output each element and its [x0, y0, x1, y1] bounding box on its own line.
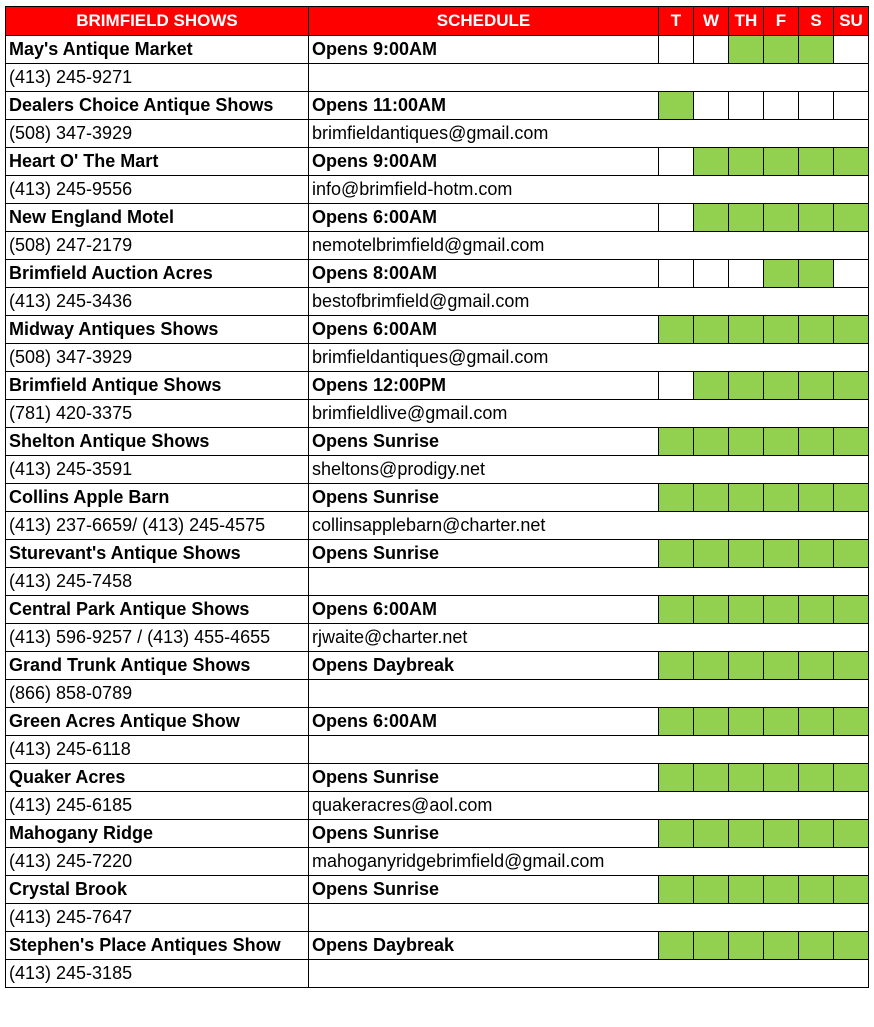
- day-closed-cell: [834, 260, 869, 288]
- show-row-contact: [6, 64, 869, 92]
- show-email: sheltons@prodigy.net: [309, 456, 869, 484]
- show-phone: (508) 347-3929: [6, 120, 309, 148]
- show-phone: (413) 245-9271: [6, 64, 309, 92]
- show-row-main: [6, 484, 869, 512]
- day-open-cell: [799, 260, 834, 288]
- show-phone: (413) 245-3436: [6, 288, 309, 316]
- day-open-cell: [799, 540, 834, 568]
- show-name: Collins Apple Barn: [6, 484, 309, 512]
- day-open-cell: [764, 596, 799, 624]
- day-open-cell: [659, 652, 694, 680]
- day-open-cell: [729, 932, 764, 960]
- brimfield-schedule-table: [5, 6, 869, 988]
- day-open-cell: [694, 428, 729, 456]
- day-open-cell: [834, 428, 869, 456]
- day-open-cell: [764, 428, 799, 456]
- day-closed-cell: [834, 36, 869, 64]
- show-row-contact: [6, 792, 869, 820]
- show-email: info@brimfield-hotm.com: [309, 176, 869, 204]
- header-day-thu: TH: [729, 7, 764, 36]
- show-opening-time: Opens Sunrise: [309, 428, 659, 456]
- show-row-contact: [6, 344, 869, 372]
- show-opening-time: Opens 12:00PM: [309, 372, 659, 400]
- day-open-cell: [659, 596, 694, 624]
- day-open-cell: [729, 876, 764, 904]
- day-closed-cell: [659, 372, 694, 400]
- show-row-main: [6, 708, 869, 736]
- show-opening-time: Opens 9:00AM: [309, 148, 659, 176]
- show-phone: (413) 245-6185: [6, 792, 309, 820]
- day-closed-cell: [764, 92, 799, 120]
- day-open-cell: [729, 204, 764, 232]
- day-open-cell: [729, 820, 764, 848]
- day-open-cell: [799, 596, 834, 624]
- day-open-cell: [764, 316, 799, 344]
- day-open-cell: [694, 372, 729, 400]
- day-open-cell: [729, 428, 764, 456]
- day-open-cell: [799, 764, 834, 792]
- day-open-cell: [694, 484, 729, 512]
- show-name: Mahogany Ridge: [6, 820, 309, 848]
- day-open-cell: [729, 36, 764, 64]
- day-open-cell: [799, 820, 834, 848]
- show-row-main: [6, 428, 869, 456]
- day-open-cell: [659, 820, 694, 848]
- show-email: [309, 736, 869, 764]
- show-opening-time: Opens Sunrise: [309, 540, 659, 568]
- day-open-cell: [799, 428, 834, 456]
- show-name: New England Motel: [6, 204, 309, 232]
- day-open-cell: [764, 204, 799, 232]
- day-open-cell: [834, 876, 869, 904]
- show-phone: (413) 245-6118: [6, 736, 309, 764]
- show-row-main: [6, 876, 869, 904]
- show-email: brimfieldantiques@gmail.com: [309, 344, 869, 372]
- show-email: brimfieldlive@gmail.com: [309, 400, 869, 428]
- day-open-cell: [764, 652, 799, 680]
- show-row-main: [6, 932, 869, 960]
- show-opening-time: Opens Sunrise: [309, 876, 659, 904]
- show-phone: (413) 245-7458: [6, 568, 309, 596]
- day-open-cell: [764, 484, 799, 512]
- day-open-cell: [729, 708, 764, 736]
- show-row-contact: [6, 288, 869, 316]
- show-email: bestofbrimfield@gmail.com: [309, 288, 869, 316]
- day-open-cell: [729, 148, 764, 176]
- day-open-cell: [764, 260, 799, 288]
- show-opening-time: Opens Daybreak: [309, 652, 659, 680]
- show-name: Quaker Acres: [6, 764, 309, 792]
- day-open-cell: [659, 708, 694, 736]
- show-opening-time: Opens Sunrise: [309, 820, 659, 848]
- day-open-cell: [764, 148, 799, 176]
- show-email: [309, 960, 869, 988]
- show-phone: (413) 245-3591: [6, 456, 309, 484]
- show-phone: (413) 596-9257 / (413) 455-4655: [6, 624, 309, 652]
- show-opening-time: Opens 11:00AM: [309, 92, 659, 120]
- day-open-cell: [729, 316, 764, 344]
- day-open-cell: [694, 316, 729, 344]
- show-row-contact: [6, 904, 869, 932]
- day-open-cell: [729, 652, 764, 680]
- show-opening-time: Opens 6:00AM: [309, 316, 659, 344]
- day-open-cell: [764, 932, 799, 960]
- day-open-cell: [764, 708, 799, 736]
- show-email: [309, 64, 869, 92]
- day-open-cell: [659, 316, 694, 344]
- day-open-cell: [799, 148, 834, 176]
- day-open-cell: [799, 708, 834, 736]
- show-phone: (781) 420-3375: [6, 400, 309, 428]
- day-open-cell: [694, 876, 729, 904]
- day-open-cell: [729, 372, 764, 400]
- show-email: mahoganyridgebrimfield@gmail.com: [309, 848, 869, 876]
- day-closed-cell: [659, 36, 694, 64]
- day-open-cell: [764, 820, 799, 848]
- day-open-cell: [659, 932, 694, 960]
- header-day-tue: T: [659, 7, 694, 36]
- day-closed-cell: [694, 260, 729, 288]
- show-email: nemotelbrimfield@gmail.com: [309, 232, 869, 260]
- day-closed-cell: [694, 92, 729, 120]
- day-open-cell: [694, 708, 729, 736]
- show-row-main: [6, 92, 869, 120]
- day-open-cell: [694, 148, 729, 176]
- show-row-contact: [6, 848, 869, 876]
- day-open-cell: [729, 764, 764, 792]
- day-open-cell: [764, 372, 799, 400]
- day-open-cell: [659, 876, 694, 904]
- show-name: Shelton Antique Shows: [6, 428, 309, 456]
- day-open-cell: [694, 932, 729, 960]
- show-row-main: [6, 316, 869, 344]
- show-row-contact: [6, 736, 869, 764]
- day-open-cell: [834, 708, 869, 736]
- show-opening-time: Opens Sunrise: [309, 484, 659, 512]
- show-name: Brimfield Antique Shows: [6, 372, 309, 400]
- show-opening-time: Opens Sunrise: [309, 764, 659, 792]
- day-closed-cell: [729, 92, 764, 120]
- day-closed-cell: [659, 148, 694, 176]
- header-day-sun: SU: [834, 7, 869, 36]
- day-open-cell: [799, 204, 834, 232]
- day-open-cell: [834, 820, 869, 848]
- header-day-fri: F: [764, 7, 799, 36]
- day-open-cell: [834, 932, 869, 960]
- day-open-cell: [694, 820, 729, 848]
- day-open-cell: [834, 148, 869, 176]
- day-open-cell: [659, 764, 694, 792]
- show-row-contact: [6, 120, 869, 148]
- day-open-cell: [834, 540, 869, 568]
- day-open-cell: [799, 652, 834, 680]
- show-opening-time: Opens 8:00AM: [309, 260, 659, 288]
- show-name: Crystal Brook: [6, 876, 309, 904]
- show-row-main: [6, 372, 869, 400]
- day-open-cell: [729, 484, 764, 512]
- show-name: Green Acres Antique Show: [6, 708, 309, 736]
- show-name: Heart O' The Mart: [6, 148, 309, 176]
- day-open-cell: [799, 372, 834, 400]
- show-phone: (413) 237-6659/ (413) 245-4575: [6, 512, 309, 540]
- show-row-main: [6, 204, 869, 232]
- day-closed-cell: [729, 260, 764, 288]
- show-email: rjwaite@charter.net: [309, 624, 869, 652]
- show-row-contact: [6, 568, 869, 596]
- show-email: quakeracres@aol.com: [309, 792, 869, 820]
- show-phone: (508) 247-2179: [6, 232, 309, 260]
- day-open-cell: [834, 372, 869, 400]
- day-open-cell: [729, 540, 764, 568]
- show-name: Dealers Choice Antique Shows: [6, 92, 309, 120]
- day-closed-cell: [799, 92, 834, 120]
- day-open-cell: [799, 932, 834, 960]
- show-name: Grand Trunk Antique Shows: [6, 652, 309, 680]
- show-row-main: [6, 540, 869, 568]
- show-phone: (866) 858-0789: [6, 680, 309, 708]
- show-phone: (413) 245-3185: [6, 960, 309, 988]
- day-open-cell: [659, 540, 694, 568]
- show-opening-time: Opens Daybreak: [309, 932, 659, 960]
- show-name: May's Antique Market: [6, 36, 309, 64]
- show-row-contact: [6, 232, 869, 260]
- show-row-contact: [6, 456, 869, 484]
- show-phone: (508) 347-3929: [6, 344, 309, 372]
- header-shows: BRIMFIELD SHOWS: [6, 7, 309, 36]
- day-open-cell: [799, 876, 834, 904]
- show-name: Sturevant's Antique Shows: [6, 540, 309, 568]
- show-row-contact: [6, 512, 869, 540]
- header-row: [6, 7, 869, 36]
- day-open-cell: [694, 204, 729, 232]
- show-email: [309, 568, 869, 596]
- show-row-contact: [6, 680, 869, 708]
- show-name: Central Park Antique Shows: [6, 596, 309, 624]
- show-row-main: [6, 36, 869, 64]
- day-closed-cell: [694, 36, 729, 64]
- day-open-cell: [694, 596, 729, 624]
- show-opening-time: Opens 6:00AM: [309, 204, 659, 232]
- day-open-cell: [834, 484, 869, 512]
- show-row-main: [6, 820, 869, 848]
- day-open-cell: [799, 36, 834, 64]
- show-name: Stephen's Place Antiques Show: [6, 932, 309, 960]
- day-open-cell: [764, 876, 799, 904]
- day-open-cell: [799, 316, 834, 344]
- show-opening-time: Opens 6:00AM: [309, 596, 659, 624]
- day-closed-cell: [659, 204, 694, 232]
- show-row-main: [6, 596, 869, 624]
- show-email: collinsapplebarn@charter.net: [309, 512, 869, 540]
- day-closed-cell: [659, 260, 694, 288]
- show-name: Brimfield Auction Acres: [6, 260, 309, 288]
- show-email: brimfieldantiques@gmail.com: [309, 120, 869, 148]
- show-opening-time: Opens 6:00AM: [309, 708, 659, 736]
- day-open-cell: [659, 428, 694, 456]
- show-phone: (413) 245-7220: [6, 848, 309, 876]
- show-row-main: [6, 148, 869, 176]
- header-day-wed: W: [694, 7, 729, 36]
- day-open-cell: [659, 484, 694, 512]
- day-open-cell: [834, 596, 869, 624]
- day-open-cell: [764, 764, 799, 792]
- day-open-cell: [729, 596, 764, 624]
- day-open-cell: [834, 764, 869, 792]
- show-name: Midway Antiques Shows: [6, 316, 309, 344]
- schedule-body: [6, 36, 869, 988]
- day-open-cell: [694, 764, 729, 792]
- header-day-sat: S: [799, 7, 834, 36]
- day-open-cell: [834, 652, 869, 680]
- show-row-main: [6, 764, 869, 792]
- day-open-cell: [694, 652, 729, 680]
- show-row-contact: [6, 624, 869, 652]
- day-open-cell: [659, 92, 694, 120]
- show-email: [309, 680, 869, 708]
- day-open-cell: [694, 540, 729, 568]
- show-row-contact: [6, 400, 869, 428]
- day-open-cell: [834, 204, 869, 232]
- show-row-main: [6, 260, 869, 288]
- show-phone: (413) 245-7647: [6, 904, 309, 932]
- show-opening-time: Opens 9:00AM: [309, 36, 659, 64]
- show-row-contact: [6, 176, 869, 204]
- day-open-cell: [764, 36, 799, 64]
- show-row-contact: [6, 960, 869, 988]
- day-open-cell: [764, 540, 799, 568]
- show-email: [309, 904, 869, 932]
- day-closed-cell: [834, 92, 869, 120]
- day-open-cell: [834, 316, 869, 344]
- show-row-main: [6, 652, 869, 680]
- show-phone: (413) 245-9556: [6, 176, 309, 204]
- day-open-cell: [799, 484, 834, 512]
- header-schedule: SCHEDULE: [309, 7, 659, 36]
